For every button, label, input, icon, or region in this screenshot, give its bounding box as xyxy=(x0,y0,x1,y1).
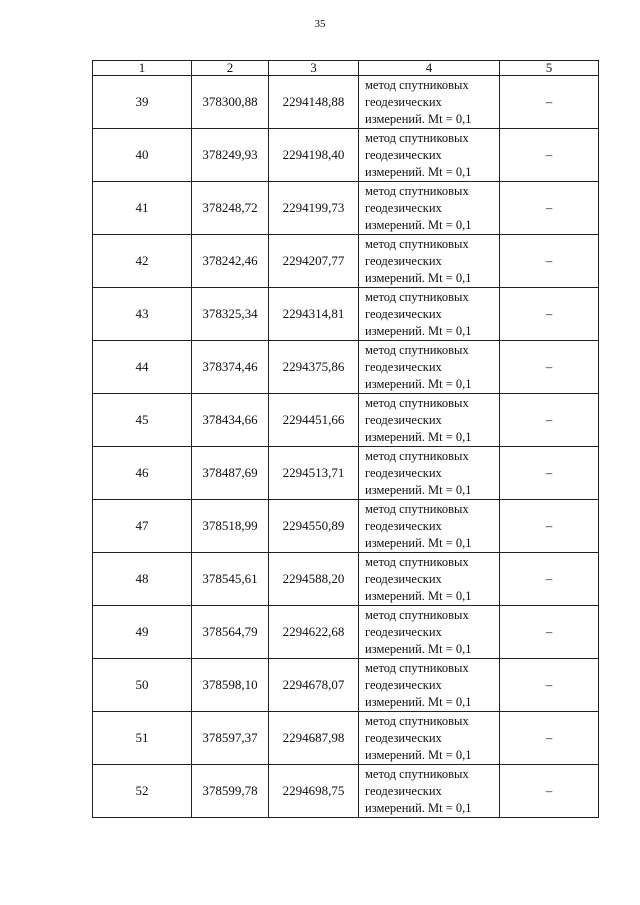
point-number-cell: 48 xyxy=(93,553,192,606)
header-row xyxy=(93,61,599,76)
method-cell: метод спутниковых геодезических измерений. Mt = 0,1 xyxy=(359,500,500,553)
method-cell: метод спутниковых геодезических измерений. Mt = 0,1 xyxy=(359,659,500,712)
note-cell: – xyxy=(500,235,599,288)
x-coordinate-cell: 378300,88 xyxy=(192,76,269,129)
note-cell: – xyxy=(500,447,599,500)
table-row xyxy=(93,712,599,765)
x-coordinate-cell: 378325,34 xyxy=(192,288,269,341)
note-cell: – xyxy=(500,129,599,182)
x-coordinate-cell: 378249,93 xyxy=(192,129,269,182)
point-number-cell: 51 xyxy=(93,712,192,765)
y-coordinate-cell: 2294314,81 xyxy=(269,288,359,341)
x-coordinate-cell: 378374,46 xyxy=(192,341,269,394)
x-coordinate-cell: 378598,10 xyxy=(192,659,269,712)
method-cell: метод спутниковых геодезических измерений. Mt = 0,1 xyxy=(359,765,500,818)
note-cell: – xyxy=(500,288,599,341)
method-cell: метод спутниковых геодезических измерений. Mt = 0,1 xyxy=(359,288,500,341)
x-coordinate-cell: 378564,79 xyxy=(192,606,269,659)
point-number-cell: 47 xyxy=(93,500,192,553)
table-row xyxy=(93,341,599,394)
y-coordinate-cell: 2294451,66 xyxy=(269,394,359,447)
point-number-cell: 42 xyxy=(93,235,192,288)
x-coordinate-cell: 378248,72 xyxy=(192,182,269,235)
note-cell: – xyxy=(500,394,599,447)
table-row xyxy=(93,606,599,659)
method-cell: метод спутниковых геодезических измерений. Mt = 0,1 xyxy=(359,447,500,500)
x-coordinate-cell: 378434,66 xyxy=(192,394,269,447)
table-row xyxy=(93,500,599,553)
x-coordinate-cell: 378487,69 xyxy=(192,447,269,500)
note-cell: – xyxy=(500,606,599,659)
note-cell: – xyxy=(500,553,599,606)
method-cell: метод спутниковых геодезических измерений. Mt = 0,1 xyxy=(359,76,500,129)
y-coordinate-cell: 2294622,68 xyxy=(269,606,359,659)
table-row xyxy=(93,76,599,129)
table-row xyxy=(93,394,599,447)
point-number-cell: 50 xyxy=(93,659,192,712)
y-coordinate-cell: 2294687,98 xyxy=(269,712,359,765)
table-row xyxy=(93,659,599,712)
header-col-3: 3 xyxy=(269,61,359,76)
table-body xyxy=(93,76,599,818)
point-number-cell: 44 xyxy=(93,341,192,394)
table-row xyxy=(93,182,599,235)
method-cell: метод спутниковых геодезических измерений. Mt = 0,1 xyxy=(359,341,500,394)
table-row xyxy=(93,447,599,500)
table-header xyxy=(93,61,599,76)
page-number: 35 xyxy=(314,18,326,30)
method-cell: метод спутниковых геодезических измерений. Mt = 0,1 xyxy=(359,606,500,659)
x-coordinate-cell: 378242,46 xyxy=(192,235,269,288)
y-coordinate-cell: 2294198,40 xyxy=(269,129,359,182)
note-cell: – xyxy=(500,659,599,712)
note-cell: – xyxy=(500,500,599,553)
table-row xyxy=(93,288,599,341)
header-col-5: 5 xyxy=(500,61,599,76)
header-col-4: 4 xyxy=(359,61,500,76)
point-number-cell: 40 xyxy=(93,129,192,182)
y-coordinate-cell: 2294678,07 xyxy=(269,659,359,712)
method-cell: метод спутниковых геодезических измерений. Mt = 0,1 xyxy=(359,182,500,235)
coordinates-table xyxy=(92,60,599,818)
table-row xyxy=(93,129,599,182)
point-number-cell: 45 xyxy=(93,394,192,447)
y-coordinate-cell: 2294588,20 xyxy=(269,553,359,606)
note-cell: – xyxy=(500,76,599,129)
table-row xyxy=(93,765,599,818)
table-row xyxy=(93,553,599,606)
note-cell: – xyxy=(500,712,599,765)
point-number-cell: 43 xyxy=(93,288,192,341)
point-number-cell: 41 xyxy=(93,182,192,235)
x-coordinate-cell: 378518,99 xyxy=(192,500,269,553)
method-cell: метод спутниковых геодезических измерений. Mt = 0,1 xyxy=(359,553,500,606)
y-coordinate-cell: 2294513,71 xyxy=(269,447,359,500)
y-coordinate-cell: 2294199,73 xyxy=(269,182,359,235)
point-number-cell: 49 xyxy=(93,606,192,659)
y-coordinate-cell: 2294375,86 xyxy=(269,341,359,394)
y-coordinate-cell: 2294207,77 xyxy=(269,235,359,288)
method-cell: метод спутниковых геодезических измерений. Mt = 0,1 xyxy=(359,235,500,288)
header-col-1: 1 xyxy=(93,61,192,76)
point-number-cell: 39 xyxy=(93,76,192,129)
point-number-cell: 52 xyxy=(93,765,192,818)
y-coordinate-cell: 2294550,89 xyxy=(269,500,359,553)
x-coordinate-cell: 378599,78 xyxy=(192,765,269,818)
y-coordinate-cell: 2294698,75 xyxy=(269,765,359,818)
table-row xyxy=(93,235,599,288)
method-cell: метод спутниковых геодезических измерений. Mt = 0,1 xyxy=(359,394,500,447)
point-number-cell: 46 xyxy=(93,447,192,500)
note-cell: – xyxy=(500,341,599,394)
header-col-2: 2 xyxy=(192,61,269,76)
method-cell: метод спутниковых геодезических измерений. Mt = 0,1 xyxy=(359,129,500,182)
x-coordinate-cell: 378545,61 xyxy=(192,553,269,606)
note-cell: – xyxy=(500,765,599,818)
y-coordinate-cell: 2294148,88 xyxy=(269,76,359,129)
note-cell: – xyxy=(500,182,599,235)
x-coordinate-cell: 378597,37 xyxy=(192,712,269,765)
method-cell: метод спутниковых геодезических измерений. Mt = 0,1 xyxy=(359,712,500,765)
